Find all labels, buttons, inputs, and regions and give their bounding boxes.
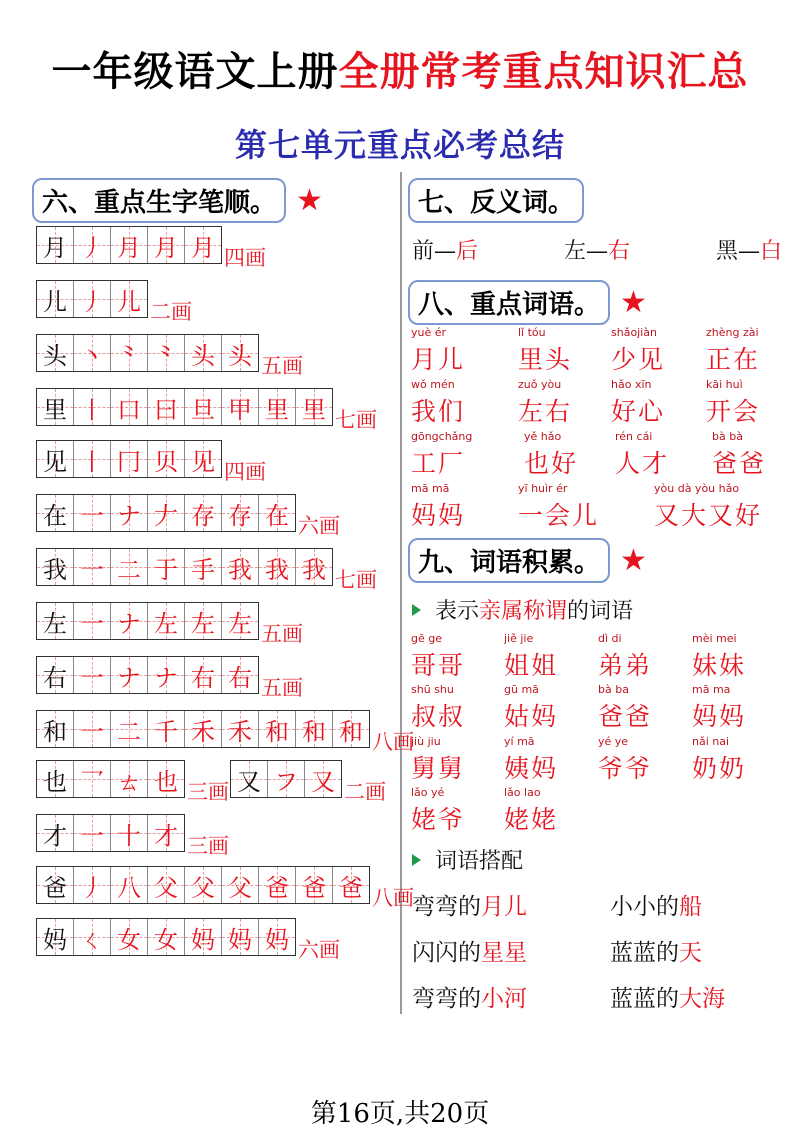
word-item <box>692 683 746 733</box>
hanzi: 月儿 <box>411 345 466 374</box>
pinyin: mèi mei <box>692 632 737 645</box>
word-item <box>654 482 762 532</box>
character-cell: 和 <box>37 711 74 747</box>
hanzi: 哥哥 <box>411 651 466 680</box>
stroke-cell: 丨 <box>74 441 111 477</box>
hanzi: 姨妈 <box>504 754 559 783</box>
hanzi: 妈妈 <box>692 702 747 731</box>
word-item <box>518 378 572 428</box>
word-item <box>411 786 465 836</box>
stroke-cell: 十 <box>111 815 148 851</box>
hanzi: 妹妹 <box>692 651 747 680</box>
stroke-cell: 旦 <box>185 389 222 425</box>
hanzi: 叔叔 <box>411 702 466 731</box>
stroke-grid <box>36 334 259 372</box>
word-item <box>504 683 558 733</box>
pinyin: nǎi nai <box>692 735 730 748</box>
stroke-cell: 丿 <box>74 227 111 263</box>
stroke-count: 八画 <box>372 886 414 910</box>
hanzi: 姥爷 <box>411 805 466 834</box>
stroke-cell: 在 <box>259 495 295 531</box>
word-item <box>411 482 465 532</box>
kinship-subheading: 表示 亲属称谓 的词语 <box>412 594 633 625</box>
stroke-cell: ナ <box>111 657 148 693</box>
stroke-cell: 月 <box>185 227 221 263</box>
character-cell: 见 <box>37 441 74 477</box>
character-cell: 又 <box>231 761 268 797</box>
section7-header <box>408 178 584 223</box>
pinyin: mā ma <box>692 683 731 696</box>
pinyin: gōngchǎng <box>411 430 473 443</box>
stroke-order-row <box>36 226 266 272</box>
character-cell: 爸 <box>37 867 74 903</box>
word-item <box>598 632 652 682</box>
stroke-count: 五画 <box>261 622 303 646</box>
stroke-order-row <box>36 918 340 964</box>
stroke-order-row <box>36 710 414 756</box>
hanzi: 左右 <box>518 397 573 426</box>
stroke-cell: 二 <box>111 549 148 585</box>
stroke-cell: フ <box>268 761 305 797</box>
word-item <box>411 326 465 376</box>
stroke-count: 四画 <box>224 246 266 270</box>
word-item <box>598 735 652 785</box>
pinyin: yé ye <box>598 735 629 748</box>
bullet-triangle-icon <box>412 604 421 616</box>
stroke-cell: ㄑ <box>74 919 111 955</box>
stroke-cell: 和 <box>333 711 369 747</box>
stroke-cell: 也 <box>148 761 184 797</box>
character-cell: 也 <box>37 761 74 797</box>
section9-header <box>408 538 647 583</box>
antonym-list <box>412 234 782 265</box>
stroke-order-row <box>36 760 229 806</box>
stroke-cell: 手 <box>185 549 222 585</box>
stroke-grid <box>36 440 222 478</box>
word-item <box>411 378 465 428</box>
stroke-cell: 曰 <box>148 389 185 425</box>
stroke-cell: 头 <box>222 335 258 371</box>
word-item <box>712 430 766 480</box>
stroke-cell: 于 <box>148 549 185 585</box>
word-item <box>518 482 599 532</box>
page-subtitle: 第七单元重点必考总结 <box>234 126 565 164</box>
stroke-cell: 头 <box>185 335 222 371</box>
section7-heading: 七、反义词。 <box>408 178 584 223</box>
stroke-count: 三画 <box>187 780 229 804</box>
pinyin: bà bà <box>712 430 743 443</box>
hanzi: 又大又好 <box>654 501 763 530</box>
pinyin: lǎo yé <box>411 786 445 799</box>
character-cell: 儿 <box>37 281 74 317</box>
stroke-grid <box>36 280 148 318</box>
word-item <box>615 430 669 480</box>
stroke-cell: 才 <box>148 815 184 851</box>
stroke-cell: 和 <box>296 711 333 747</box>
star-icon: ★ <box>620 284 647 320</box>
character-cell: 头 <box>37 335 74 371</box>
character-cell: 才 <box>37 815 74 851</box>
stroke-cell: 甲 <box>222 389 259 425</box>
stroke-order-row <box>36 388 377 434</box>
word-item <box>692 735 746 785</box>
word-item <box>411 430 472 480</box>
pinyin: hǎo xīn <box>611 378 652 391</box>
word-item <box>611 326 665 376</box>
stroke-cell: 左 <box>148 603 185 639</box>
stroke-cell: 妈 <box>185 919 222 955</box>
stroke-cell: 左 <box>222 603 258 639</box>
pinyin: gū mā <box>504 683 539 696</box>
character-cell: 在 <box>37 495 74 531</box>
stroke-cell: 女 <box>111 919 148 955</box>
stroke-cell: 父 <box>185 867 222 903</box>
hanzi: 姥姥 <box>504 805 559 834</box>
collocation-phrase: 弯弯的小河 <box>412 986 527 1012</box>
hanzi: 正在 <box>706 345 761 374</box>
hanzi: 舅舅 <box>411 754 466 783</box>
stroke-count: 六画 <box>298 514 340 538</box>
word-item <box>611 378 665 428</box>
stroke-cell: 冂 <box>111 441 148 477</box>
word-item <box>411 735 465 785</box>
page-footer: 第16页,共20页 <box>310 1099 490 1129</box>
stroke-cell: 一 <box>74 657 111 693</box>
stroke-cell: 里 <box>259 389 296 425</box>
stroke-grid <box>36 494 296 532</box>
stroke-cell: 我 <box>222 549 259 585</box>
hanzi: 一会儿 <box>518 501 600 530</box>
stroke-cell: 贝 <box>148 441 185 477</box>
stroke-cell: 父 <box>148 867 185 903</box>
stroke-cell: 禾 <box>185 711 222 747</box>
stroke-cell: 月 <box>111 227 148 263</box>
stroke-grid <box>36 814 185 852</box>
stroke-cell: ⺀ <box>111 335 148 371</box>
hanzi: 开会 <box>706 397 761 426</box>
antonym-pair: 黑—白 <box>715 239 782 264</box>
stroke-grid <box>36 710 370 748</box>
stroke-grid <box>36 548 333 586</box>
stroke-cell: 千 <box>148 711 185 747</box>
hanzi: 爷爷 <box>598 754 653 783</box>
stroke-cell: ナ <box>111 495 148 531</box>
stroke-count: 二画 <box>150 300 192 324</box>
stroke-cell: 左 <box>185 603 222 639</box>
pinyin: lǐ tóu <box>518 326 546 339</box>
pinyin: shū shu <box>411 683 454 696</box>
hanzi: 爸爸 <box>712 449 767 478</box>
stroke-cell: 一 <box>74 603 111 639</box>
stroke-cell: ナ <box>148 657 185 693</box>
pinyin: zuǒ yòu <box>518 378 562 391</box>
stroke-cell: 儿 <box>111 281 147 317</box>
hanzi: 人才 <box>615 449 670 478</box>
stroke-cell: 我 <box>296 549 332 585</box>
word-item <box>518 326 572 376</box>
star-icon: ★ <box>296 182 323 218</box>
stroke-cell: 𠂇 <box>148 495 185 531</box>
stroke-cell: 丿 <box>74 867 111 903</box>
stroke-count: 八画 <box>372 730 414 754</box>
character-cell: 月 <box>37 227 74 263</box>
stroke-cell: ⺀ <box>148 335 185 371</box>
stroke-cell: 里 <box>296 389 332 425</box>
stroke-grid <box>36 226 222 264</box>
stroke-count: 六画 <box>298 938 340 962</box>
pinyin: zhèng zài <box>706 326 759 339</box>
pinyin: wǒ mén <box>411 378 455 391</box>
stroke-cell: 存 <box>185 495 222 531</box>
stroke-cell: 爸 <box>259 867 296 903</box>
stroke-cell: 二 <box>111 711 148 747</box>
stroke-cell: 丿 <box>74 281 111 317</box>
stroke-cell: 见 <box>185 441 221 477</box>
star-icon: ★ <box>620 542 647 578</box>
antonym-pair: 前—后 <box>412 239 479 264</box>
stroke-cell: ナ <box>111 603 148 639</box>
pinyin: bà ba <box>598 683 629 696</box>
collocation-phrase: 蓝蓝的天 <box>610 940 702 966</box>
stroke-cell: 口 <box>111 389 148 425</box>
stroke-order-row <box>36 656 303 702</box>
hanzi: 我们 <box>411 397 466 426</box>
stroke-order-row <box>36 440 266 486</box>
stroke-cell: 丶 <box>74 335 111 371</box>
stroke-cell: 爸 <box>333 867 369 903</box>
pinyin: yòu dà yòu hǎo <box>654 482 740 495</box>
stroke-grid <box>36 388 333 426</box>
character-cell: 左 <box>37 603 74 639</box>
stroke-cell: 爸 <box>296 867 333 903</box>
section6-heading: 六、重点生字笔顺。 <box>32 178 286 223</box>
collocation-subheading: 词语搭配 <box>412 844 523 875</box>
stroke-grid <box>36 918 296 956</box>
stroke-grid <box>36 602 259 640</box>
pinyin: gē ge <box>411 632 442 645</box>
word-item <box>706 378 760 428</box>
stroke-cell: 八 <box>111 867 148 903</box>
word-item <box>504 632 558 682</box>
bullet-triangle-icon <box>412 854 421 866</box>
word-item <box>411 632 465 682</box>
stroke-cell: 一 <box>74 549 111 585</box>
title-part1: 一年级语文上册 <box>51 49 339 95</box>
stroke-count: 七画 <box>335 568 377 592</box>
title-part2: 全册常考重点知识汇总 <box>338 49 749 95</box>
stroke-grid <box>230 760 342 798</box>
antonym-pair: 左—右 <box>563 239 631 264</box>
section8-heading: 八、重点词语。 <box>408 280 610 325</box>
hanzi: 弟弟 <box>598 651 653 680</box>
stroke-cell: 禾 <box>222 711 259 747</box>
stroke-cell: 妈 <box>222 919 259 955</box>
stroke-count: 五画 <box>261 354 303 378</box>
hanzi: 奶奶 <box>692 754 747 783</box>
stroke-order-row <box>36 494 340 540</box>
pinyin: shǎojiàn <box>611 326 657 339</box>
pinyin: jiě jie <box>504 632 534 645</box>
pinyin: kāi huì <box>706 378 743 391</box>
stroke-cell: 丨 <box>74 389 111 425</box>
stroke-cell: 一 <box>74 815 111 851</box>
pinyin: yuè ér <box>411 326 447 339</box>
hanzi: 爸爸 <box>598 702 653 731</box>
hanzi: 也好 <box>524 449 579 478</box>
stroke-cell: ㄊ <box>111 761 148 797</box>
stroke-grid <box>36 866 370 904</box>
stroke-order-row <box>230 760 386 806</box>
hanzi: 工厂 <box>411 449 466 478</box>
section9-heading: 九、词语积累。 <box>408 538 610 583</box>
character-cell: 里 <box>37 389 74 425</box>
pinyin: jiù jiu <box>411 735 441 748</box>
word-item <box>598 683 652 733</box>
word-item <box>692 632 746 682</box>
stroke-count: 五画 <box>261 676 303 700</box>
stroke-cell: 存 <box>222 495 259 531</box>
section6-header <box>32 178 323 223</box>
character-cell: 右 <box>37 657 74 693</box>
collocation-phrase: 蓝蓝的大海 <box>610 986 725 1012</box>
stroke-grid <box>36 656 259 694</box>
word-item <box>411 683 465 733</box>
pinyin: yě hǎo <box>524 430 562 443</box>
stroke-cell: 我 <box>259 549 296 585</box>
collocation-phrase: 弯弯的月儿 <box>412 894 527 920</box>
stroke-cell: 父 <box>222 867 259 903</box>
stroke-order-row <box>36 866 414 912</box>
hanzi: 好心 <box>611 397 666 426</box>
stroke-cell: 右 <box>185 657 222 693</box>
pinyin: yí mā <box>504 735 535 748</box>
stroke-order-row <box>36 280 192 326</box>
hanzi: 里头 <box>518 345 573 374</box>
stroke-cell: 又 <box>305 761 341 797</box>
stroke-order-row <box>36 334 303 380</box>
section8-header <box>408 280 647 325</box>
stroke-cell: 女 <box>148 919 185 955</box>
word-item <box>706 326 760 376</box>
stroke-cell: 和 <box>259 711 296 747</box>
collocation-phrase: 小小的船 <box>610 894 702 920</box>
stroke-cell: 妈 <box>259 919 295 955</box>
word-item <box>524 430 578 480</box>
stroke-cell: 右 <box>222 657 258 693</box>
stroke-count: 四画 <box>224 460 266 484</box>
stroke-order-row <box>36 814 229 860</box>
stroke-cell: 月 <box>148 227 185 263</box>
stroke-grid <box>36 760 185 798</box>
hanzi: 姐姐 <box>504 651 559 680</box>
stroke-count: 七画 <box>335 408 377 432</box>
pinyin: lǎo lao <box>504 786 541 799</box>
collocation-phrase: 闪闪的星星 <box>412 940 527 966</box>
pinyin: dì di <box>598 632 622 645</box>
pinyin: rén cái <box>615 430 653 443</box>
page-title <box>0 40 800 97</box>
stroke-count: 二画 <box>344 780 386 804</box>
character-cell: 妈 <box>37 919 74 955</box>
word-item <box>504 786 558 836</box>
word-item <box>504 735 558 785</box>
stroke-cell: 一 <box>74 495 111 531</box>
stroke-cell: 乛 <box>74 761 111 797</box>
hanzi: 少见 <box>611 345 666 374</box>
stroke-order-row <box>36 548 377 594</box>
hanzi: 姑妈 <box>504 702 559 731</box>
pinyin: yī huìr ér <box>518 482 568 495</box>
character-cell: 我 <box>37 549 74 585</box>
stroke-cell: 一 <box>74 711 111 747</box>
hanzi: 妈妈 <box>411 501 466 530</box>
stroke-count: 三画 <box>187 834 229 858</box>
stroke-order-row <box>36 602 303 648</box>
pinyin: mā mā <box>411 482 450 495</box>
